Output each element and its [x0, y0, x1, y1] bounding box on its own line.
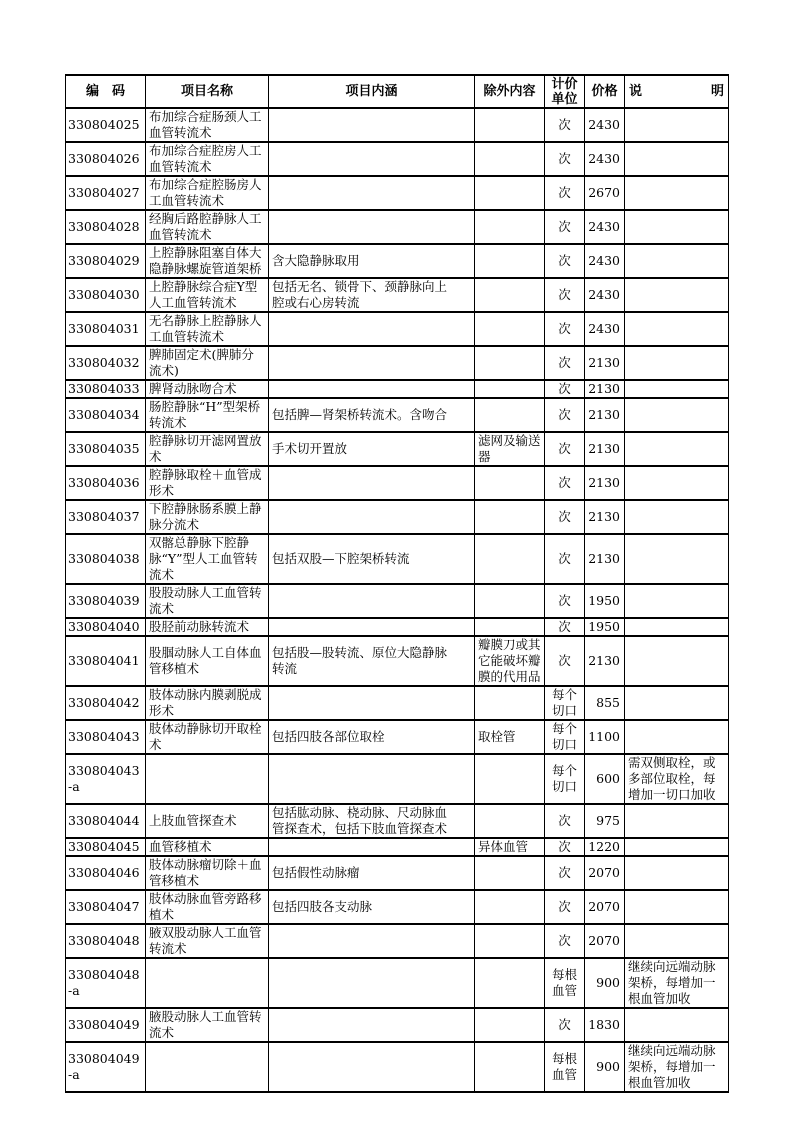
cell-exclusion: [475, 312, 545, 346]
cell-exclusion: [475, 754, 545, 804]
cell-code: 330804048-a: [66, 958, 146, 1008]
cell-exclusion: 瓣膜刀或其它能破坏瓣膜的代用品: [475, 636, 545, 686]
cell-note: [625, 466, 729, 500]
cell-content: 包括四肢各部位取栓: [269, 720, 475, 754]
cell-unit: 每个切口: [545, 720, 585, 754]
cell-content: 手术切开置放: [269, 432, 475, 466]
cell-note: [625, 720, 729, 754]
table-body: [66, 108, 729, 1092]
cell-note: 继续向远端动脉架桥，每增加一根血管加收: [625, 1042, 729, 1092]
header-name: 项目名称: [146, 75, 269, 108]
cell-unit: 次: [545, 636, 585, 686]
cell-note: [625, 142, 729, 176]
cell-price: 2430: [585, 312, 625, 346]
cell-code: 330804042: [66, 686, 146, 720]
cell-note: 需双侧取栓，或多部位取栓，每增加一切口加收: [625, 754, 729, 804]
cell-note: [625, 686, 729, 720]
cell-unit: 次: [545, 380, 585, 398]
cell-code: 330804044: [66, 804, 146, 838]
cell-unit: 次: [545, 142, 585, 176]
cell-unit: 次: [545, 466, 585, 500]
cell-unit: 次: [545, 618, 585, 636]
table-row: [66, 432, 729, 466]
cell-name: 股股动脉人工血管转流术: [146, 584, 269, 618]
cell-unit: 次: [545, 856, 585, 890]
cell-unit: 次: [545, 890, 585, 924]
cell-content: 包括双股—下腔架桥转流: [269, 534, 475, 584]
header-price: 价格: [585, 75, 625, 108]
cell-code: 330804027: [66, 176, 146, 210]
cell-code: 330804031: [66, 312, 146, 346]
cell-content: [269, 958, 475, 1008]
cell-exclusion: [475, 346, 545, 380]
cell-price: 2130: [585, 346, 625, 380]
cell-unit: 每个切口: [545, 754, 585, 804]
cell-name: [146, 958, 269, 1008]
cell-price: 1950: [585, 584, 625, 618]
table-row: [66, 804, 729, 838]
cell-note: [625, 856, 729, 890]
cell-content: [269, 754, 475, 804]
cell-content: [269, 142, 475, 176]
cell-exclusion: [475, 924, 545, 958]
cell-content: [269, 584, 475, 618]
cell-note: [625, 108, 729, 142]
table-row: [66, 176, 729, 210]
header-content: 项目内涵: [269, 75, 475, 108]
cell-note: [625, 838, 729, 856]
cell-unit: 次: [545, 278, 585, 312]
cell-name: 双髂总静脉下腔静脉“Y”型人工血管转流术: [146, 534, 269, 584]
table-row: [66, 398, 729, 432]
cell-price: 855: [585, 686, 625, 720]
table-row: [66, 210, 729, 244]
cell-price: 1100: [585, 720, 625, 754]
cell-note: [625, 804, 729, 838]
cell-exclusion: [475, 500, 545, 534]
cell-content: [269, 466, 475, 500]
cell-price: 2130: [585, 398, 625, 432]
cell-code: 330804032: [66, 346, 146, 380]
cell-code: 330804026: [66, 142, 146, 176]
table-row: [66, 142, 729, 176]
cell-name: 股腘动脉人工自体血管移植术: [146, 636, 269, 686]
cell-exclusion: [475, 1008, 545, 1042]
cell-code: 330804043-a: [66, 754, 146, 804]
cell-name: 上肢血管探查术: [146, 804, 269, 838]
cell-name: 腋双股动脉人工血管转流术: [146, 924, 269, 958]
header-unit: 计价单位: [545, 75, 585, 108]
cell-content: [269, 380, 475, 398]
cell-price: 2430: [585, 278, 625, 312]
table-row: [66, 618, 729, 636]
cell-exclusion: [475, 244, 545, 278]
cell-content: [269, 686, 475, 720]
cell-name: 肢体动脉内膜剥脱成形术: [146, 686, 269, 720]
cell-price: 2130: [585, 500, 625, 534]
header-exclusion: 除外内容: [475, 75, 545, 108]
cell-code: 330804045: [66, 838, 146, 856]
cell-exclusion: [475, 398, 545, 432]
cell-exclusion: [475, 278, 545, 312]
cell-exclusion: [475, 210, 545, 244]
cell-code: 330804041: [66, 636, 146, 686]
cell-code: 330804047: [66, 890, 146, 924]
cell-exclusion: [475, 108, 545, 142]
cell-content: [269, 838, 475, 856]
cell-note: [625, 618, 729, 636]
cell-price: 1220: [585, 838, 625, 856]
cell-name: 腔静脉切开滤网置放术: [146, 432, 269, 466]
cell-exclusion: [475, 618, 545, 636]
cell-price: 975: [585, 804, 625, 838]
table-row: [66, 534, 729, 584]
cell-unit: 次: [545, 244, 585, 278]
table-row: [66, 754, 729, 804]
cell-exclusion: [475, 380, 545, 398]
cell-name: [146, 754, 269, 804]
cell-name: 腔静脉取栓＋血管成形术: [146, 466, 269, 500]
cell-price: 2070: [585, 924, 625, 958]
cell-note: [625, 534, 729, 584]
cell-note: [625, 636, 729, 686]
cell-unit: 次: [545, 924, 585, 958]
cell-unit: 次: [545, 804, 585, 838]
cell-code: 330804043: [66, 720, 146, 754]
cell-content: 包括四肢各支动脉: [269, 890, 475, 924]
cell-unit: 次: [545, 312, 585, 346]
cell-code: 330804046: [66, 856, 146, 890]
table-row: [66, 108, 729, 142]
cell-note: [625, 312, 729, 346]
cell-content: [269, 176, 475, 210]
cell-name: 肢体动脉血管旁路移植术: [146, 890, 269, 924]
cell-price: 2130: [585, 636, 625, 686]
cell-note: [625, 244, 729, 278]
cell-unit: 次: [545, 346, 585, 380]
cell-exclusion: [475, 176, 545, 210]
header-row: [66, 75, 729, 108]
cell-price: 600: [585, 754, 625, 804]
cell-price: 2070: [585, 856, 625, 890]
cell-name: 肢体动脉瘤切除＋血管移植术: [146, 856, 269, 890]
cell-exclusion: 取栓管: [475, 720, 545, 754]
table-row: [66, 278, 729, 312]
cell-content: 含大隐静脉取用: [269, 244, 475, 278]
medical-price-table: [65, 74, 729, 1093]
cell-name: 上腔静脉综合症Y型人工血管转流术: [146, 278, 269, 312]
table-row: [66, 636, 729, 686]
cell-unit: 次: [545, 176, 585, 210]
cell-price: 2130: [585, 432, 625, 466]
cell-content: [269, 500, 475, 534]
cell-name: 血管移植术: [146, 838, 269, 856]
cell-code: 330804037: [66, 500, 146, 534]
cell-price: 2670: [585, 176, 625, 210]
cell-note: [625, 432, 729, 466]
cell-note: [625, 278, 729, 312]
cell-price: 1950: [585, 618, 625, 636]
cell-unit: 次: [545, 210, 585, 244]
cell-unit: 次: [545, 432, 585, 466]
cell-name: 肠腔静脉“H”型架桥转流术: [146, 398, 269, 432]
table-row: [66, 500, 729, 534]
cell-exclusion: [475, 466, 545, 500]
cell-code: 330804033: [66, 380, 146, 398]
cell-note: [625, 924, 729, 958]
cell-exclusion: [475, 534, 545, 584]
table-row: [66, 312, 729, 346]
cell-name: 肢体动静脉切开取栓术: [146, 720, 269, 754]
cell-code: 330804049-a: [66, 1042, 146, 1092]
cell-exclusion: 异体血管: [475, 838, 545, 856]
cell-code: 330804039: [66, 584, 146, 618]
table-row: [66, 958, 729, 1008]
cell-price: 2070: [585, 890, 625, 924]
cell-note: [625, 1008, 729, 1042]
table-row: [66, 1042, 729, 1092]
table-row: [66, 720, 729, 754]
cell-price: 2130: [585, 466, 625, 500]
cell-unit: 每根血管: [545, 1042, 585, 1092]
cell-code: 330804049: [66, 1008, 146, 1042]
table-row: [66, 244, 729, 278]
cell-name: [146, 1042, 269, 1092]
cell-unit: 次: [545, 108, 585, 142]
cell-content: 包括股—股转流、原位大隐静脉转流: [269, 636, 475, 686]
cell-note: [625, 890, 729, 924]
cell-exclusion: [475, 958, 545, 1008]
cell-content: 包括无名、锁骨下、颈静脉向上腔或右心房转流: [269, 278, 475, 312]
table-row: [66, 346, 729, 380]
cell-name: 经胸后路腔静脉人工血管转流术: [146, 210, 269, 244]
cell-name: 股胫前动脉转流术: [146, 618, 269, 636]
cell-price: 2130: [585, 380, 625, 398]
cell-content: [269, 346, 475, 380]
cell-code: 330804035: [66, 432, 146, 466]
cell-exclusion: [475, 890, 545, 924]
cell-exclusion: [475, 686, 545, 720]
cell-unit: 次: [545, 534, 585, 584]
cell-content: [269, 618, 475, 636]
cell-price: 1830: [585, 1008, 625, 1042]
cell-code: 330804048: [66, 924, 146, 958]
cell-exclusion: [475, 142, 545, 176]
table-row: [66, 924, 729, 958]
cell-unit: 次: [545, 584, 585, 618]
cell-unit: 次: [545, 500, 585, 534]
table-row: [66, 1008, 729, 1042]
cell-code: 330804030: [66, 278, 146, 312]
header-note-right: 明: [710, 84, 724, 99]
cell-name: 无名静脉上腔静脉人工血管转流术: [146, 312, 269, 346]
header-code: 编 码: [66, 75, 146, 108]
table-row: [66, 380, 729, 398]
table-row: [66, 890, 729, 924]
cell-name: 脾肾动脉吻合术: [146, 380, 269, 398]
cell-note: 继续向远端动脉架桥，每增加一根血管加收: [625, 958, 729, 1008]
cell-name: 布加综合症肠颈人工血管转流术: [146, 108, 269, 142]
cell-unit: 次: [545, 838, 585, 856]
cell-note: [625, 380, 729, 398]
cell-price: 2430: [585, 210, 625, 244]
cell-code: 330804040: [66, 618, 146, 636]
cell-name: 腋股动脉人工血管转流术: [146, 1008, 269, 1042]
cell-name: 布加综合症腔房人工血管转流术: [146, 142, 269, 176]
table-row: [66, 584, 729, 618]
cell-code: 330804036: [66, 466, 146, 500]
cell-content: [269, 312, 475, 346]
header-note: [625, 75, 729, 108]
cell-exclusion: [475, 804, 545, 838]
cell-unit: 次: [545, 398, 585, 432]
cell-name: 上腔静脉阻塞自体大隐静脉螺旋管道架桥: [146, 244, 269, 278]
cell-content: [269, 1042, 475, 1092]
cell-code: 330804028: [66, 210, 146, 244]
cell-price: 2430: [585, 108, 625, 142]
table-row: [66, 466, 729, 500]
cell-exclusion: [475, 1042, 545, 1092]
cell-content: [269, 924, 475, 958]
cell-price: 2130: [585, 534, 625, 584]
cell-content: [269, 1008, 475, 1042]
cell-code: 330804034: [66, 398, 146, 432]
cell-price: 900: [585, 958, 625, 1008]
table-row: [66, 856, 729, 890]
cell-note: [625, 398, 729, 432]
header-note-left: 说: [629, 84, 643, 99]
cell-unit: 每根血管: [545, 958, 585, 1008]
header-note-inner: [627, 84, 726, 99]
cell-unit: 每个切口: [545, 686, 585, 720]
cell-unit: 次: [545, 1008, 585, 1042]
cell-note: [625, 500, 729, 534]
cell-content: 包括肱动脉、桡动脉、尺动脉血管探查术，包括下肢血管探查术: [269, 804, 475, 838]
cell-code: 330804025: [66, 108, 146, 142]
cell-exclusion: [475, 584, 545, 618]
cell-exclusion: [475, 856, 545, 890]
cell-content: [269, 108, 475, 142]
cell-content: 包括假性动脉瘤: [269, 856, 475, 890]
cell-code: 330804038: [66, 534, 146, 584]
cell-price: 2430: [585, 244, 625, 278]
cell-price: 2430: [585, 142, 625, 176]
cell-note: [625, 176, 729, 210]
cell-price: 900: [585, 1042, 625, 1092]
table-row: [66, 686, 729, 720]
cell-name: 下腔静脉肠系膜上静脉分流术: [146, 500, 269, 534]
cell-name: 布加综合症腔肠房人工血管转流术: [146, 176, 269, 210]
cell-code: 330804029: [66, 244, 146, 278]
cell-exclusion: 滤网及输送器: [475, 432, 545, 466]
cell-name: 脾肺固定术(脾肺分流术): [146, 346, 269, 380]
cell-content: [269, 210, 475, 244]
cell-note: [625, 584, 729, 618]
table-row: [66, 838, 729, 856]
cell-content: 包括脾—肾架桥转流术。含吻合: [269, 398, 475, 432]
cell-note: [625, 210, 729, 244]
cell-note: [625, 346, 729, 380]
